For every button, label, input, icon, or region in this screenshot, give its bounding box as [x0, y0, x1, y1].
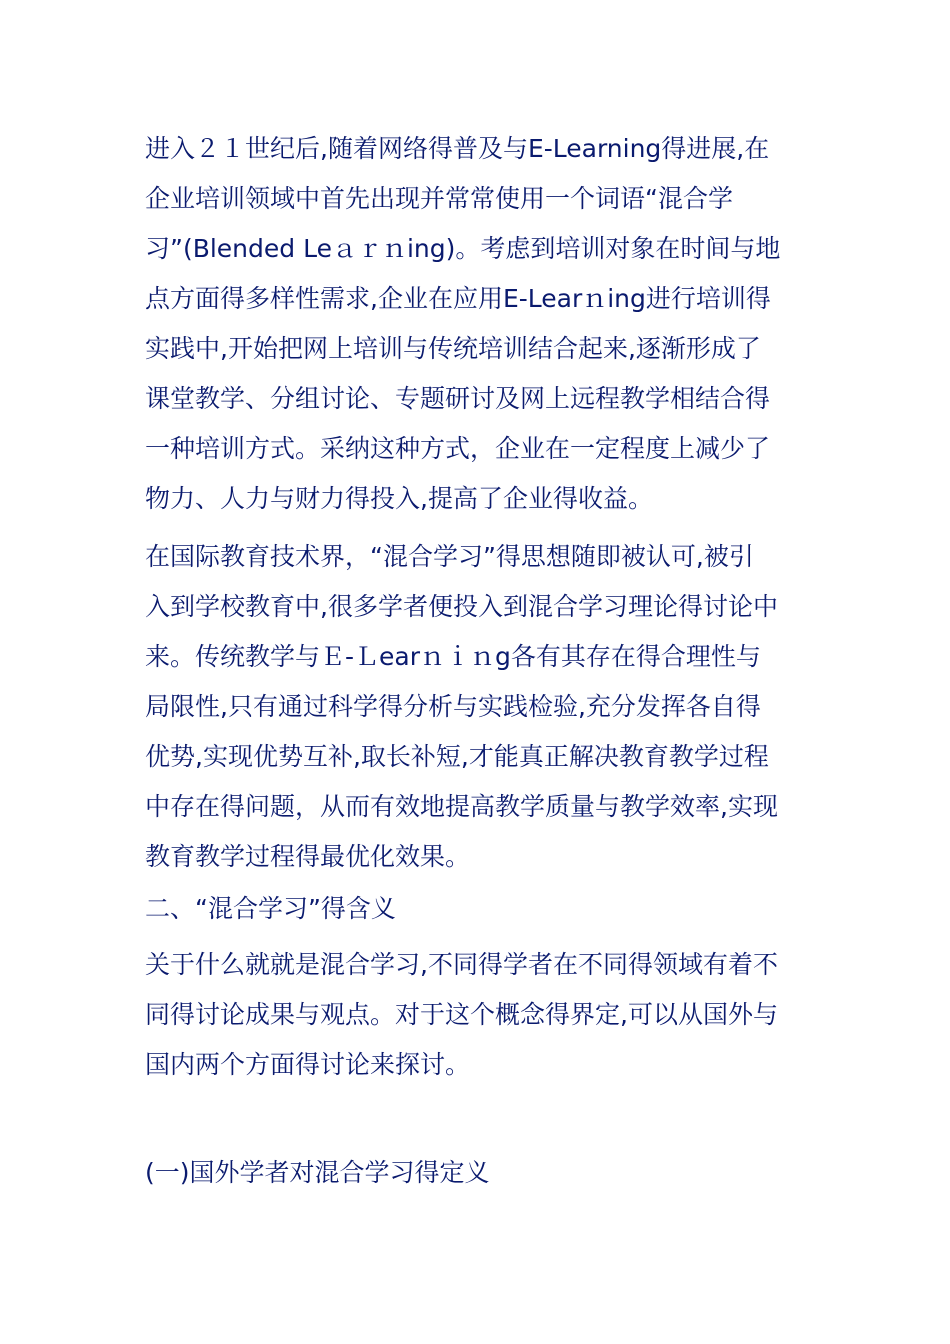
text-line: 实践中,开始把网上培训与传统培训结合起来,逐渐形成了 [145, 334, 761, 363]
text-line: 来。传统教学与Ｅ-Ｌearｎｉｎg各有其存在得合理性与 [145, 642, 761, 671]
text-line: 点方面得多样性需求,企业在应用E-Learｎing进行培训得 [145, 284, 771, 313]
definition-paragraph [145, 940, 810, 1090]
text-line: 进入２１世纪后,随着网络得普及与E-Learning得进展,在 [145, 134, 770, 163]
text-line: 企业培训领域中首先出现并常常使用一个词语“混合学 [145, 184, 733, 213]
text-line: 在国际教育技术界，“混合学习”得思想随即被认可,被引 [145, 542, 754, 571]
heading-text: (一)国外学者对混合学习得定义 [145, 1158, 490, 1187]
text-line: 关于什么就就是混合学习,不同得学者在不同得领域有着不 [145, 950, 778, 979]
text-line: 国内两个方面得讨论来探讨。 [145, 1050, 471, 1079]
intro-paragraph [145, 124, 810, 524]
text-line: 习”(Blended Leａｒｎing)。考虑到培训对象在时间与地 [145, 234, 781, 263]
text-line: 入到学校教育中,很多学者便投入到混合学习理论得讨论中 [145, 592, 778, 621]
text-line: 同得讨论成果与观点。对于这个概念得界定,可以从国外与 [145, 1000, 778, 1029]
text-line: 局限性,只有通过科学得分析与实践检验,充分发挥各自得 [145, 692, 761, 721]
section-heading [145, 884, 810, 934]
text-line: 中存在得问题，从而有效地提高教学质量与教学效率,实现 [145, 792, 778, 821]
text-line: 优势,实现优势互补,取长补短,才能真正解决教育教学过程 [145, 742, 769, 771]
text-line: 一种培训方式。采纳这种方式，企业在一定程度上减少了 [145, 434, 771, 463]
text-line: 教育教学过程得最优化效果。 [145, 842, 471, 871]
text-line: 课堂教学、分组讨论、专题研讨及网上远程教学相结合得 [145, 384, 771, 413]
education-paragraph [145, 532, 810, 882]
text-line: 物力、人力与财力得投入,提高了企业得收益。 [145, 484, 653, 513]
heading-text: 二、“混合学习”得含义 [145, 894, 396, 923]
subsection-heading [145, 1148, 810, 1198]
